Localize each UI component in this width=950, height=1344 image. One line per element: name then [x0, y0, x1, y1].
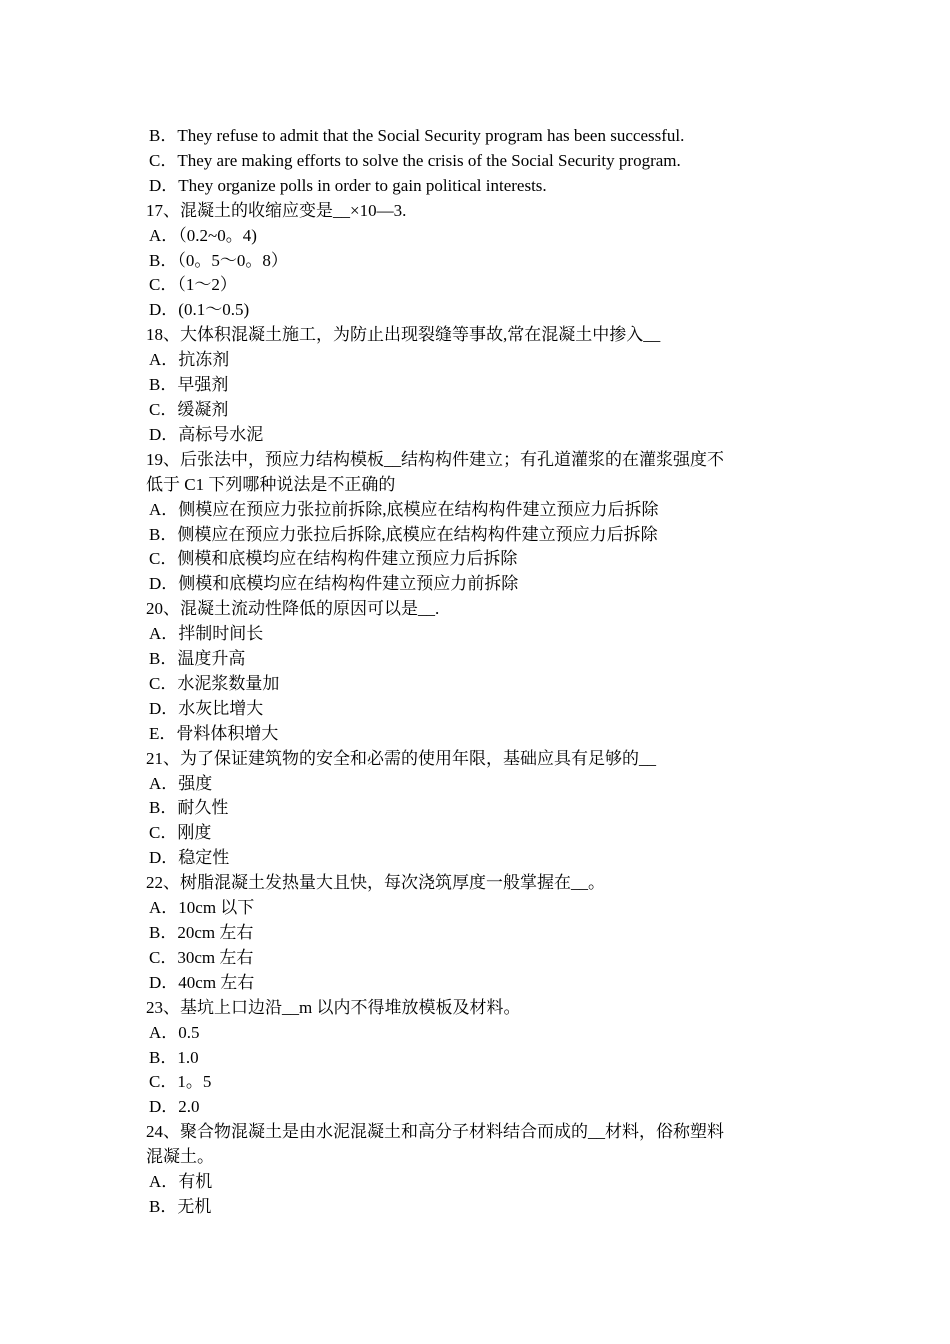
question-line: 22、树脂混凝土发热量大且快，每次浇筑厚度一般掌握在__。: [146, 873, 605, 893]
option-line: A．10cm 以下: [149, 898, 255, 918]
option-line: C．水泥浆数量加: [149, 673, 280, 693]
option-line: B．（0。5～0。8）: [149, 250, 288, 270]
option-line: B．They refuse to admit that the Social Security program has been successful.: [149, 126, 685, 145]
option-line: C．（1～2）: [149, 275, 237, 295]
option-line: B．1.0: [149, 1047, 199, 1067]
option-line: A．（0.2~0。4): [149, 225, 257, 245]
option-line: A．有机: [149, 1172, 213, 1192]
question-line: 24、聚合物混凝土是由水泥混凝土和高分子材料结合而成的__材料，俗称塑料: [146, 1122, 724, 1142]
question-line: 21、为了保证建筑物的安全和必需的使用年限，基础应具有足够的__: [146, 748, 656, 768]
option-line: E．骨料体积增大: [149, 723, 279, 743]
option-line: B．20cm 左右: [149, 923, 254, 942]
option-line: A．拌制时间长: [149, 624, 264, 644]
option-line: C．侧模和底模均应在结构构件建立预应力后拆除: [149, 549, 518, 569]
option-line: D．40cm 左右: [149, 972, 255, 992]
option-line: A．强度: [149, 773, 213, 793]
question-line: 23、基坑上口边沿__m 以内不得堆放模板及材料。: [146, 997, 521, 1017]
option-line: D．稳定性: [149, 848, 230, 868]
question-line: 19、后张法中，预应力结构模板__结构构件建立；有孔道灌浆的在灌浆强度不: [146, 449, 724, 469]
option-line: A．0.5: [149, 1022, 200, 1042]
option-line: B．无机: [149, 1196, 212, 1216]
option-line: D．(0.1～0.5): [149, 300, 250, 320]
option-line: C．1。5: [149, 1072, 212, 1092]
option-line: C．刚度: [149, 823, 212, 843]
question-line: 低于 C1 下列哪种说法是不正确的: [146, 474, 396, 494]
option-line: B．耐久性: [149, 798, 229, 818]
option-line: C．缓凝剂: [149, 399, 229, 419]
document-body: [146, 124, 826, 1220]
option-line: A．抗冻剂: [149, 350, 230, 370]
question-line: 混凝土。: [146, 1147, 214, 1167]
option-line: D．2.0: [149, 1097, 200, 1117]
option-line: D．侧模和底模均应在结构构件建立预应力前拆除: [149, 574, 519, 594]
option-line: B．早强剂: [149, 375, 229, 395]
option-line: D．水灰比增大: [149, 698, 264, 718]
option-line: B．侧模应在预应力张拉后拆除,底模应在结构构件建立预应力后拆除: [149, 524, 658, 544]
option-line: C．30cm 左右: [149, 947, 254, 967]
question-line: 18、大体积混凝土施工，为防止出现裂缝等事故,常在混凝土中掺入__: [146, 325, 661, 345]
question-line: 20、混凝土流动性降低的原因可以是__.: [146, 599, 440, 619]
option-line: B．温度升高: [149, 649, 246, 669]
option-line: C．They are making efforts to solve the crisis of the Social Security program.: [149, 150, 681, 170]
option-line: D．高标号水泥: [149, 424, 264, 444]
option-line: A．侧模应在预应力张拉前拆除,底模应在结构构件建立预应力后拆除: [149, 499, 659, 519]
option-line: D．They organize polls in order to gain political interests.: [149, 175, 547, 195]
question-line: 17、混凝土的收缩应变是__×10—3.: [146, 200, 407, 220]
